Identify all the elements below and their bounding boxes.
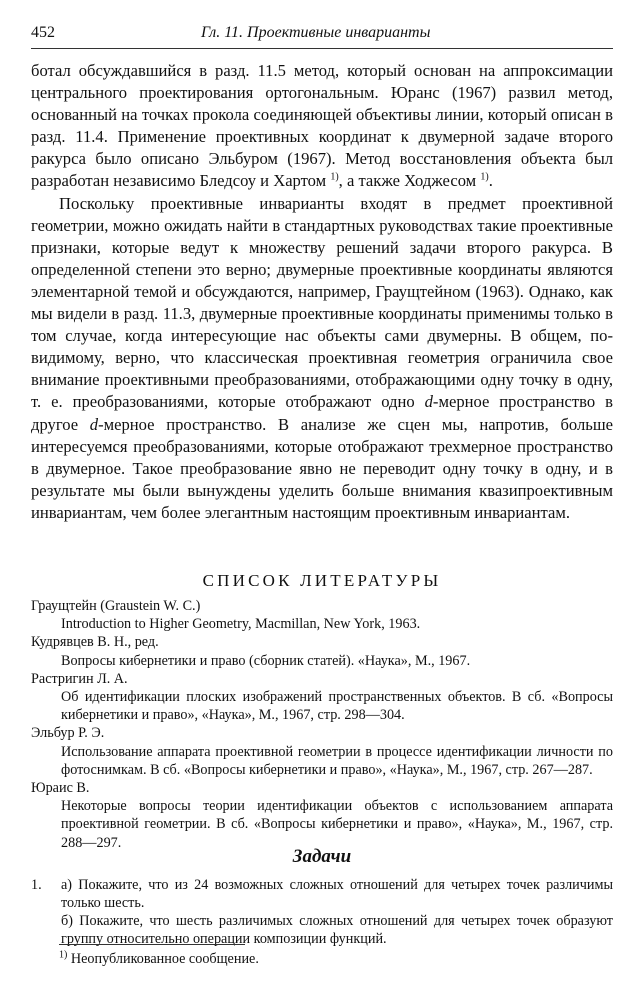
references-list: [31, 597, 613, 852]
tasks-list: [31, 876, 613, 948]
footnote-ref: 1): [480, 171, 489, 183]
reference-author: Юраис В.: [31, 780, 90, 797]
header-rule: [31, 48, 613, 49]
page-header: [31, 24, 613, 48]
task-part-b: б) Покажите, что шесть различимых сложных отношений для четырех точек образуют группу относительно операции композиции функций.: [61, 913, 613, 947]
task-number: 1.: [31, 877, 42, 893]
main-text: [31, 60, 613, 524]
paragraph-1-text-b: , а также Ходжесом: [338, 171, 477, 191]
footnote-ref: 1): [330, 171, 339, 183]
reference-text: Introduction to Higher Geometry, Macmillan, New York, 1963.: [61, 616, 421, 633]
footnote: [59, 951, 613, 968]
footnote-mark: 1): [59, 949, 68, 961]
task-item: [31, 876, 613, 948]
task-text: [61, 876, 613, 948]
footnote-text: Неопубликованное сообщение.: [70, 951, 259, 967]
reference-text: Использование аппарата проективной геометрии в процессе идентификации личности по фотоснимкам. В сб. «Вопросы кибернетики и право», «Наука», М., 1967, стр. 267—287.: [61, 743, 613, 778]
reference-author: Граущтейн (Graustein W. C.): [31, 598, 201, 614]
running-head: Гл. 11. Проективные инварианты: [201, 24, 431, 41]
paragraph-1-text-c: .: [488, 171, 493, 191]
references-title: СПИСОК ЛИТЕРАТУРЫ: [202, 571, 442, 590]
paragraph-2-text-a: Поскольку проективные инварианты входят в предмет проективной геометрии, можно ожидать найти в стандартных руководствах такие проективные признаки, которые ведут к множеству решений задачи второго ракурса. В определенной степени это верно; двумерные проективные координаты являются элементарной темой и обсуждаются, например, Граущтейном (1963). Однако, как мы видели в разд. 11.3, двумерные проективные координаты применимы только в том случае, когда интересующие нас объекты сами двумерны. В общем, по-видимому, верно, что классическая проективная геометрия ограничила свое внимание проективными преобразованиями, отображающими одну точку в одну, т. е. преобразованиями, которые отображают одно: [31, 193, 613, 412]
reference-text: Об идентификации плоских изображений пространственных объектов. В сб. «Вопросы кибернетики и право», «Наука», М., 1967, стр. 298—304.: [61, 689, 613, 724]
reference-author: Эльбур Р. Э.: [31, 725, 105, 742]
reference-author: Растригин Л. А.: [31, 670, 128, 687]
math-d: d: [424, 392, 433, 412]
paragraph-1: [31, 60, 613, 193]
paragraph-2: [31, 193, 613, 524]
page-number: 452: [31, 24, 55, 41]
reference-author: Кудрявцев В. Н., ред.: [31, 634, 159, 651]
math-d: d: [89, 414, 99, 434]
paragraph-2-text-c: -мерное пространство. В анализе же сцен мы, напротив, больше интересуемся преобразованиями, которые отображают трехмерное пространство в двумерное. Такое преобразование явно не переводит одну точку в одну, и в результате мы были вынуждены уделить больше внимания квазипроективным инвариантам, чем более элегантным настоящим проективным инвариантам.: [31, 414, 613, 522]
reference-text: Вопросы кибернетики и право (сборник статей). «Наука», М., 1967.: [61, 652, 471, 669]
paragraph-2-text-b: -мерное пространство в другое: [31, 392, 613, 434]
task-part-a: а) Покажите, что из 24 возможных сложных отношений для четырех точек различимы только шесть.: [61, 877, 613, 911]
footnote-rule: [59, 944, 245, 945]
reference-text: Некоторые вопросы теории идентификации объектов с использованием аппарата проективной геометрии. В сб. «Вопросы кибернетики и право», «Наука», М., 1967, стр. 288—297.: [61, 798, 613, 851]
tasks-title: Задачи: [292, 846, 352, 867]
paragraph-1-text-a: ботал обсуждавшийся в разд. 11.5 метод, который основан на аппроксимации центрального проектирования ортогональным. Юранс (1967) развил метод, основанный на точках прокола соединяющей объективы линии, который описан в разд. 11.4. Применение проективных координат к двумерной задаче второго ракурса было описано Эльбуром (1967). Метод восстановления объекта был разработан независимо Бледсоу и Хартом: [31, 61, 613, 191]
